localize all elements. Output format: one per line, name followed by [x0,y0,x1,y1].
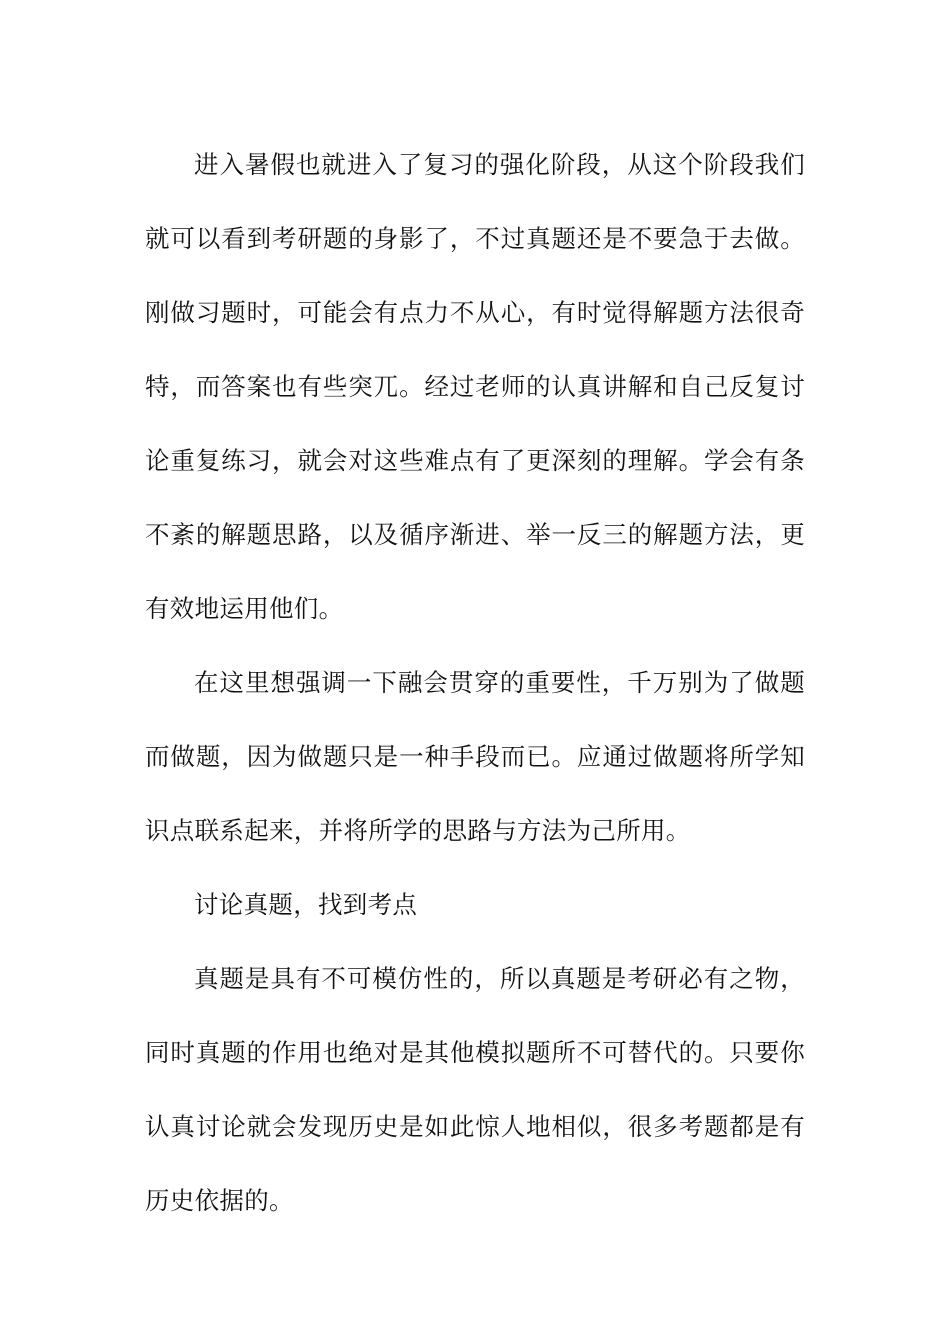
paragraph-summer-review: 进入暑假也就进入了复习的强化阶段，从这个阶段我们就可以看到考研题的身影了，不过真题还是不要急于去做。刚做习题时，可能会有点力不从心，有时觉得解题方法很奇特，而答案也有些突兀。经过老师的认真讲解和自己反复讨论重复练习，就会对这些难点有了更深刻的理解。学会有条不紊的解题思路，以及循序渐进、举一反三的解题方法，更有效地运用他们。 [145,150,805,623]
paragraph-integration: 在这里想强调一下融会贯穿的重要性，千万别为了做题而做题，因为做题只是一种手段而已。应通过做题将所学知识点联系起来，并将所学的思路与方法为己所用。 [145,668,805,845]
document-body [145,128,805,1238]
section-heading: 讨论真题，找到考点 [194,890,418,919]
paragraph-past-exams: 真题是具有不可模仿性的，所以真题是考研必有之物，同时真题的作用也绝对是其他模拟题所不可替代的。只要你认真讨论就会发现历史是如此惊人地相似，很多考题都是有历史依据的。 [145,964,805,1215]
